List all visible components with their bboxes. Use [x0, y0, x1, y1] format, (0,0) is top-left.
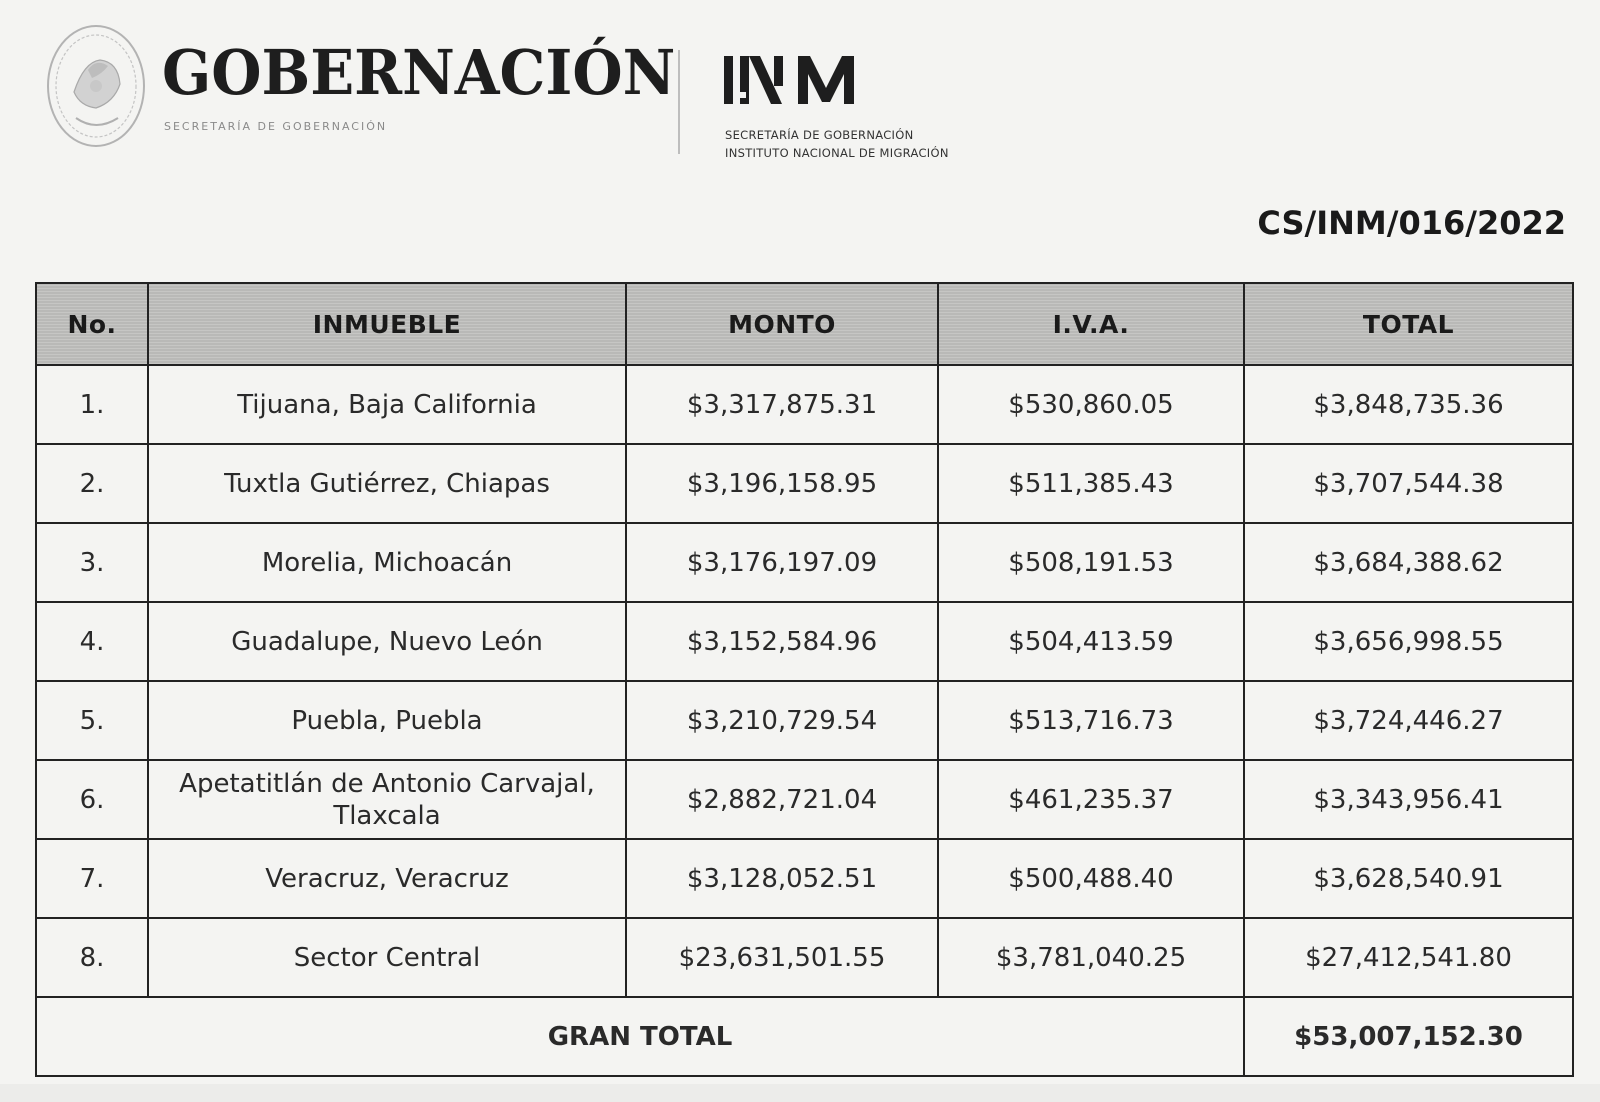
vat: $461,235.37 — [938, 760, 1244, 839]
inm-subtitle — [725, 126, 949, 162]
vat: $504,413.59 — [938, 602, 1244, 681]
property-name: Morelia, Michoacán — [148, 523, 626, 602]
ministry-title: GOBERNACIÓN — [162, 36, 676, 109]
column-header-total: TOTAL — [1244, 283, 1573, 365]
amount: $3,152,584.96 — [626, 602, 938, 681]
property-name: Tijuana, Baja California — [148, 365, 626, 444]
table-row — [36, 602, 1573, 681]
vat: $530,860.05 — [938, 365, 1244, 444]
grand-total-row — [36, 997, 1573, 1076]
column-header-iva: I.V.A. — [938, 283, 1244, 365]
row-total: $3,724,446.27 — [1244, 681, 1573, 760]
row-total: $27,412,541.80 — [1244, 918, 1573, 997]
property-name: Veracruz, Veracruz — [148, 839, 626, 918]
row-total: $3,343,956.41 — [1244, 760, 1573, 839]
row-total: $3,707,544.38 — [1244, 444, 1573, 523]
inm-logo-icon — [724, 52, 874, 108]
ministry-subtitle: SECRETARÍA DE GOBERNACIÓN — [164, 120, 388, 133]
amount: $3,176,197.09 — [626, 523, 938, 602]
vat: $508,191.53 — [938, 523, 1244, 602]
column-header-inmueble: INMUEBLE — [148, 283, 626, 365]
property-name: Apetatitlán de Antonio Carvajal, Tlaxcala — [148, 760, 626, 839]
inm-subtitle-line-1: SECRETARÍA DE GOBERNACIÓN — [725, 128, 914, 142]
header-divider — [678, 50, 680, 154]
column-header-monto: MONTO — [626, 283, 938, 365]
row-number: 1. — [36, 365, 148, 444]
property-name: Puebla, Puebla — [148, 681, 626, 760]
property-name: Guadalupe, Nuevo León — [148, 602, 626, 681]
vat: $500,488.40 — [938, 839, 1244, 918]
grand-total-value: $53,007,152.30 — [1244, 997, 1573, 1076]
table-row — [36, 681, 1573, 760]
row-total: $3,628,540.91 — [1244, 839, 1573, 918]
vat: $511,385.43 — [938, 444, 1244, 523]
table-row — [36, 839, 1573, 918]
column-header-no: No. — [36, 283, 148, 365]
row-number: 3. — [36, 523, 148, 602]
property-name: Tuxtla Gutiérrez, Chiapas — [148, 444, 626, 523]
row-number: 8. — [36, 918, 148, 997]
table-row — [36, 760, 1573, 839]
amount: $3,196,158.95 — [626, 444, 938, 523]
document-header — [0, 0, 1600, 180]
amount: $3,128,052.51 — [626, 839, 938, 918]
amount: $3,210,729.54 — [626, 681, 938, 760]
row-number: 6. — [36, 760, 148, 839]
table-header-row — [36, 283, 1573, 365]
table-row — [36, 523, 1573, 602]
row-total: $3,656,998.55 — [1244, 602, 1573, 681]
row-number: 4. — [36, 602, 148, 681]
inm-subtitle-line-2: INSTITUTO NACIONAL DE MIGRACIÓN — [725, 146, 949, 160]
document-reference-number: CS/INM/016/2022 — [1257, 204, 1566, 242]
table-row — [36, 365, 1573, 444]
grand-total-label: GRAN TOTAL — [36, 997, 1244, 1076]
table-row — [36, 444, 1573, 523]
amount: $3,317,875.31 — [626, 365, 938, 444]
row-number: 5. — [36, 681, 148, 760]
row-number: 2. — [36, 444, 148, 523]
amount: $23,631,501.55 — [626, 918, 938, 997]
property-name: Sector Central — [148, 918, 626, 997]
row-total: $3,684,388.62 — [1244, 523, 1573, 602]
row-total: $3,848,735.36 — [1244, 365, 1573, 444]
mexico-coat-of-arms-seal-icon — [44, 22, 148, 152]
table-row — [36, 918, 1573, 997]
vat: $513,716.73 — [938, 681, 1244, 760]
properties-amount-table — [35, 282, 1574, 1077]
vat: $3,781,040.25 — [938, 918, 1244, 997]
amount: $2,882,721.04 — [626, 760, 938, 839]
page-bottom-edge — [0, 1084, 1600, 1102]
row-number: 7. — [36, 839, 148, 918]
